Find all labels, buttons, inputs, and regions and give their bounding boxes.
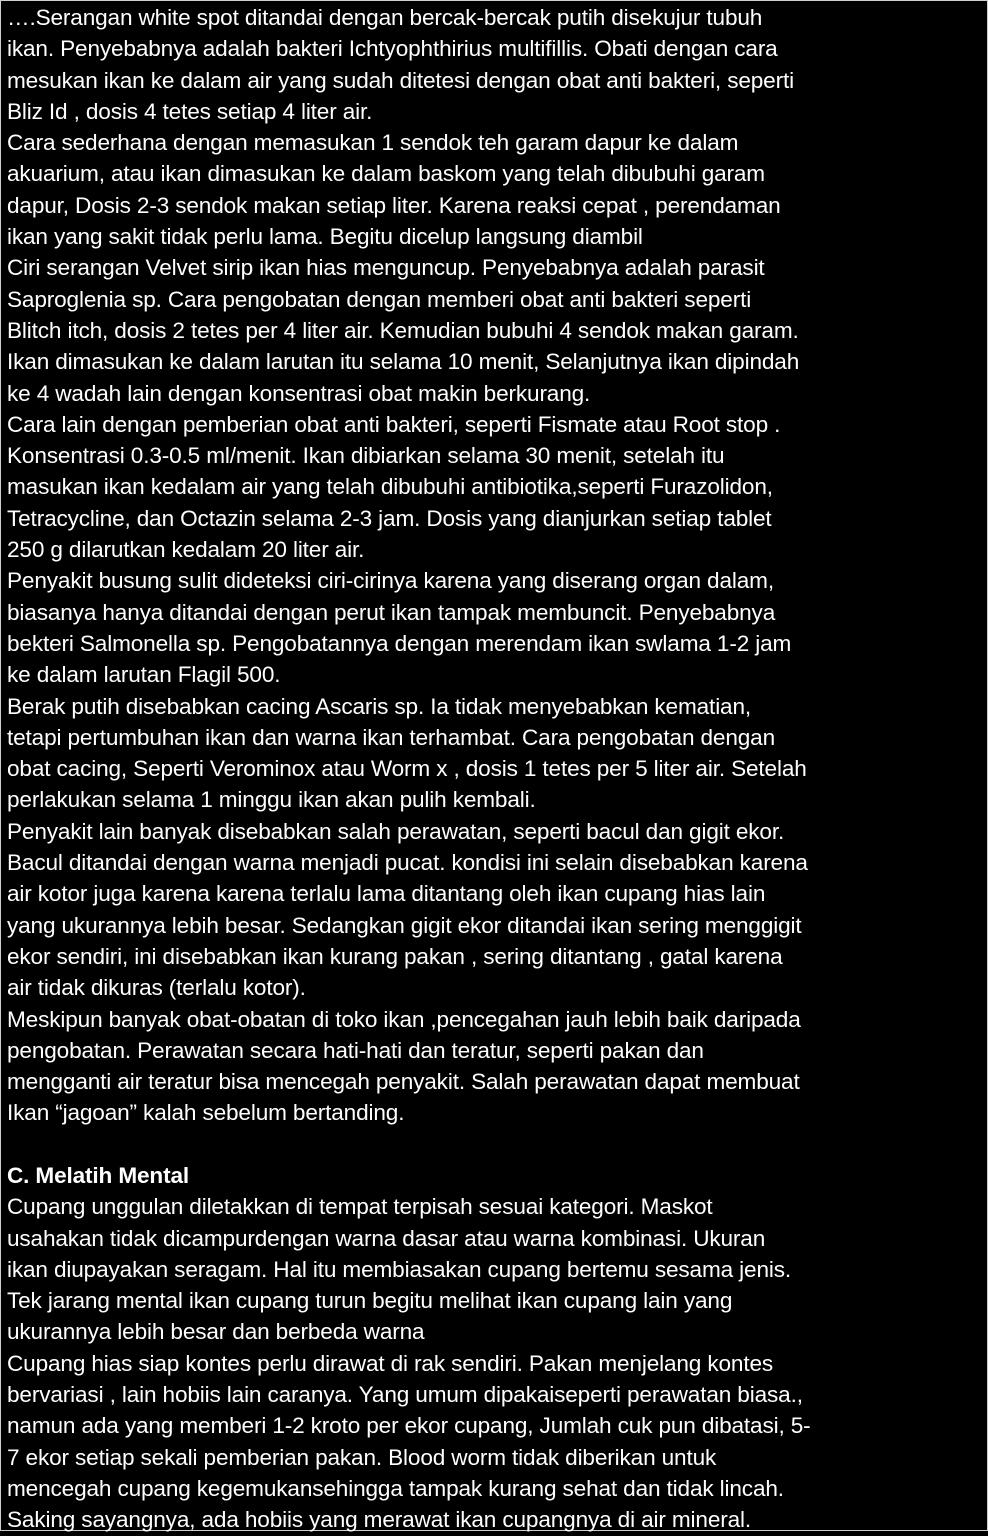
- paragraph-berak-putih: [7, 691, 987, 816]
- text-line: yang ukurannya lebih besar. Sedangkan gigit ekor ditandai ikan sering menggigit: [7, 912, 802, 938]
- text-line: Bliz Id , dosis 4 tetes setiap 4 liter air.: [7, 98, 373, 124]
- document-body: [7, 2, 987, 1536]
- text-line: pengobatan. Perawatan secara hati-hati dan teratur, seperti pakan dan: [7, 1037, 704, 1063]
- text-line: Ikan “jagoan” kalah sebelum bertanding.: [7, 1100, 405, 1126]
- text-line: 250 g dilarutkan kedalam 20 liter air.: [7, 537, 365, 563]
- text-line: air tidak dikuras (terlalu kotor).: [7, 975, 306, 1001]
- text-line: obat cacing, Seperti Verominox atau Worm x , dosis 1 tetes per 5 liter air. Setelah: [7, 756, 807, 782]
- text-line: Penyakit lain banyak disebabkan salah perawatan, seperti bacul dan gigit ekor.: [7, 818, 785, 844]
- text-line: Penyakit busung sulit dideteksi ciri-cirinya karena yang diserang organ dalam,: [7, 568, 774, 594]
- text-line: Tetracycline, dan Octazin selama 2-3 jam. Dosis yang dianjurkan setiap tablet: [7, 505, 772, 531]
- text-line: Cara lain dengan pemberian obat anti bakteri, seperti Fismate atau Root stop .: [7, 411, 781, 437]
- text-line: mesukan ikan ke dalam air yang sudah ditetesi dengan obat anti bakteri, seperti: [7, 67, 794, 93]
- text-line: masukan ikan kedalam air yang telah dibubuhi antibiotika,seperti Furazolidon,: [7, 474, 773, 500]
- text-line: Cupang hias siap kontes perlu dirawat di rak sendiri. Pakan menjelang kontes: [7, 1350, 774, 1376]
- text-line: mengganti air teratur bisa mencegah penyakit. Salah perawatan dapat membuat: [7, 1069, 800, 1095]
- text-line: bervariasi , lain hobiis lain caranya. Yang umum dipakaiseperti perawatan biasa.,: [7, 1382, 803, 1408]
- text-line: biasanya hanya ditandai dengan perut ikan tampak membuncit. Penyebabnya: [7, 599, 776, 625]
- text-line: Berak putih disebabkan cacing Ascaris sp. Ia tidak menyebabkan kematian,: [7, 693, 752, 719]
- text-line: Cupang unggulan diletakkan di tempat terpisah sesuai kategori. Maskot: [7, 1194, 713, 1220]
- paragraph-pencegahan: [7, 1004, 987, 1129]
- section-heading: C. Melatih Mental: [7, 1162, 189, 1188]
- paragraph-kategori: [7, 1191, 987, 1347]
- text-line: namun ada yang memberi 1-2 kroto per ekor cupang, Jumlah cuk pun dibatasi, 5-: [7, 1413, 811, 1439]
- text-line: ekor sendiri, ini disebabkan ikan kurang pakan , sering ditantang , gatal karena: [7, 943, 783, 969]
- text-line: Bacul ditandai dengan warna menjadi pucat. kondisi ini selain disebabkan karena: [7, 850, 808, 876]
- paragraph-velvet: [7, 252, 987, 408]
- text-line: Saproglenia sp. Cara pengobatan dengan memberi obat anti bakteri seperti: [7, 286, 752, 312]
- paragraph-antibacterial: [7, 409, 987, 565]
- text-line: Blitch itch, dosis 2 tetes per 4 liter air. Kemudian bubuhi 4 sendok makan garam.: [7, 317, 799, 343]
- text-line: akuarium, atau ikan dimasukan ke dalam baskom yang telah dibubuhi garam: [7, 161, 765, 187]
- text-line: ke dalam larutan Flagil 500.: [7, 662, 281, 688]
- text-line: Konsentrasi 0.3-0.5 ml/menit. Ikan dibiarkan selama 30 menit, setelah itu: [7, 443, 725, 469]
- text-line: ikan diupayakan seragam. Hal itu membiasakan cupang bertemu sesama jenis.: [7, 1256, 792, 1282]
- text-line: bekteri Salmonella sp. Pengobatannya dengan merendam ikan swlama 1-2 jam: [7, 630, 792, 656]
- text-line: ukurannya lebih besar dan berbeda warna: [7, 1319, 425, 1345]
- text-line: Cara sederhana dengan memasukan 1 sendok teh garam dapur ke dalam: [7, 130, 739, 156]
- text-line: perlakukan selama 1 minggu ikan akan pulih kembali.: [7, 787, 536, 813]
- text-line: ikan yang sakit tidak perlu lama. Begitu dicelup langsung diambil: [7, 224, 643, 250]
- text-line: mencegah cupang kegemukansehingga tampak kurang sehat dan tidak lincah.: [7, 1475, 784, 1501]
- paragraph-busung: [7, 565, 987, 690]
- paragraph-white-spot: [7, 2, 987, 127]
- text-line: Tek jarang mental ikan cupang turun begitu melihat ikan cupang lain yang: [7, 1288, 733, 1314]
- text-line: ikan. Penyebabnya adalah bakteri Ichtyophthirius multifillis. Obati dengan cara: [7, 36, 778, 62]
- paragraph-bacul-gigit-ekor: [7, 816, 987, 1004]
- text-line: Ikan dimasukan ke dalam larutan itu selama 10 menit, Selanjutnya ikan dipindah: [7, 349, 800, 375]
- paragraph-salt-treatment: [7, 127, 987, 252]
- text-line: ke 4 wadah lain dengan konsentrasi obat makin berkurang.: [7, 380, 591, 406]
- text-line: 7 ekor setiap sekali pemberian pakan. Blood worm tidak diberikan untuk: [7, 1444, 717, 1470]
- text-line: Saking sayangnya, ada hobiis yang merawat ikan cupangnya di air mineral.: [7, 1507, 752, 1533]
- text-line: ….Serangan white spot ditandai dengan bercak-bercak putih disekujur tubuh: [7, 5, 763, 30]
- text-line: Meskipun banyak obat-obatan di toko ikan ,pencegahan jauh lebih baik daripada: [7, 1006, 801, 1032]
- text-line: tetapi pertumbuhan ikan dan warna ikan terhambat. Cara pengobatan dengan: [7, 724, 775, 750]
- text-line: air kotor juga karena karena terlalu lama ditantang oleh ikan cupang hias lain: [7, 881, 766, 907]
- text-line: usahakan tidak dicampurdengan warna dasar atau warna kombinasi. Ukuran: [7, 1225, 766, 1251]
- text-line: dapur, Dosis 2-3 sendok makan setiap liter. Karena reaksi cepat , perendaman: [7, 192, 781, 218]
- blank-line: [7, 1129, 987, 1160]
- paragraph-kontes: [7, 1348, 987, 1536]
- text-line: Ciri serangan Velvet sirip ikan hias menguncup. Penyebabnya adalah parasit: [7, 255, 765, 281]
